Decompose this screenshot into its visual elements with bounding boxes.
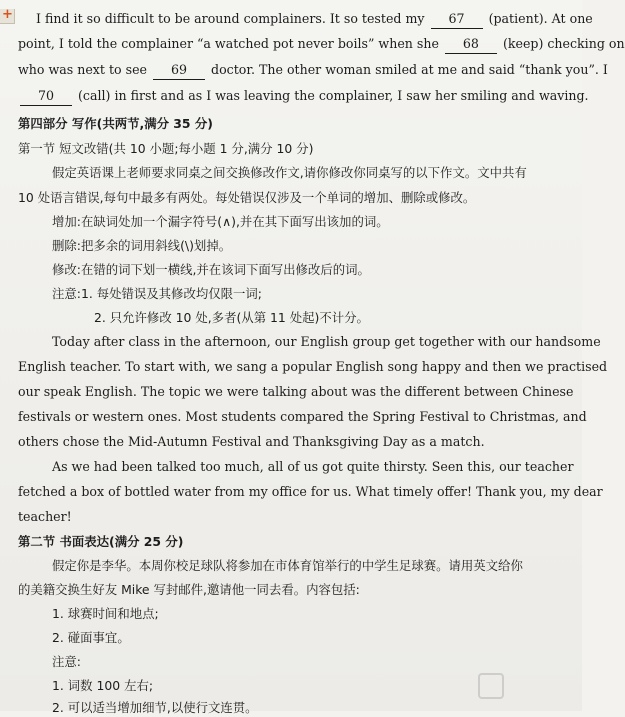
task-line-2: 的美籍交换生好友 Mike 写封邮件,邀请他一同去看。内容包括:	[18, 582, 360, 597]
text: who was next to see	[18, 62, 147, 77]
blank-67: 67	[431, 10, 483, 29]
essay-line: teacher!	[18, 509, 72, 524]
instruction-modify: 修改:在错的词下划一横线,并在该词下面写出修改后的词。	[52, 262, 370, 277]
text: (keep) checking on	[502, 36, 625, 51]
text: (call) in first and as I was leaving the complainer, I saw her smiling and waving.	[78, 88, 589, 103]
passage-line-3	[18, 61, 608, 80]
task-item-2: 2. 碰面事宜。	[52, 630, 130, 645]
note-1: 注意:1. 每处错误及其修改均仅限一词;	[52, 286, 262, 301]
passage-line-4	[18, 87, 589, 106]
essay-line: English teacher. To start with, we sang a popular English song happy and then we practised	[18, 359, 608, 374]
note-2: 2. 只允许修改 10 处,多者(从第 11 处起)不计分。	[94, 310, 369, 325]
text: I find it so difficult to be around complainers. It so tested my	[36, 11, 425, 26]
part4-title: 第四部分 写作(共两节,满分 35 分)	[18, 116, 213, 131]
task-note: 注意:	[52, 654, 81, 669]
essay-line: fetched a box of bottled water from my office for us. What timely offer! Thank you, my dear	[18, 484, 603, 499]
fold-corner-icon: +	[0, 9, 15, 24]
text: doctor. The other woman smiled at me and said “thank you”. I	[211, 62, 608, 77]
essay-line: festivals or western ones. Most students compared the Spring Festival to Christmas, and	[18, 409, 587, 424]
text: point, I told the complainer “a watched pot never boils” when she	[18, 36, 439, 51]
instruction-line-2: 10 处语言错误,每句中最多有两处。每处错误仅涉及一个单词的增加、删除或修改。	[18, 190, 476, 205]
watermark-icon	[478, 673, 504, 699]
essay-line: our speak English. The topic we were talking about was the different between Chinese	[18, 384, 574, 399]
blank-70: 70	[20, 87, 72, 106]
task-note-2: 2. 可以适当增加细节,以使行文连贯。	[52, 700, 258, 715]
blank-69: 69	[153, 61, 205, 80]
instruction-delete: 删除:把多余的词用斜线(\)划掉。	[52, 238, 232, 253]
instruction-line-1: 假定英语课上老师要求同桌之间交换修改作文,请你修改你同桌写的以下作文。文中共有	[52, 165, 527, 180]
essay-line: Today after class in the afternoon, our English group get together with our handsome	[52, 334, 601, 349]
essay-line: others chose the Mid-Autumn Festival and Thanksgiving Day as a match.	[18, 434, 485, 449]
section1-title: 第一节 短文改错(共 10 小题;每小题 1 分,满分 10 分)	[18, 141, 314, 156]
section2-title: 第二节 书面表达(满分 25 分)	[18, 534, 184, 549]
passage-line-1	[36, 10, 593, 29]
text: (patient). At one	[488, 11, 593, 26]
task-item-1: 1. 球赛时间和地点;	[52, 606, 159, 621]
passage-line-2	[18, 35, 625, 54]
task-note-1: 1. 词数 100 左右;	[52, 678, 154, 693]
essay-line: As we had been talked too much, all of us got quite thirsty. Seen this, our teacher	[52, 459, 574, 474]
task-line-1: 假定你是李华。本周你校足球队将参加在市体育馆举行的中学生足球赛。请用英文给你	[52, 558, 523, 573]
instruction-add: 增加:在缺词处加一个漏字符号(∧),并在其下面写出该加的词。	[52, 214, 389, 229]
watermark-logo	[478, 673, 570, 699]
blank-68: 68	[445, 35, 497, 54]
